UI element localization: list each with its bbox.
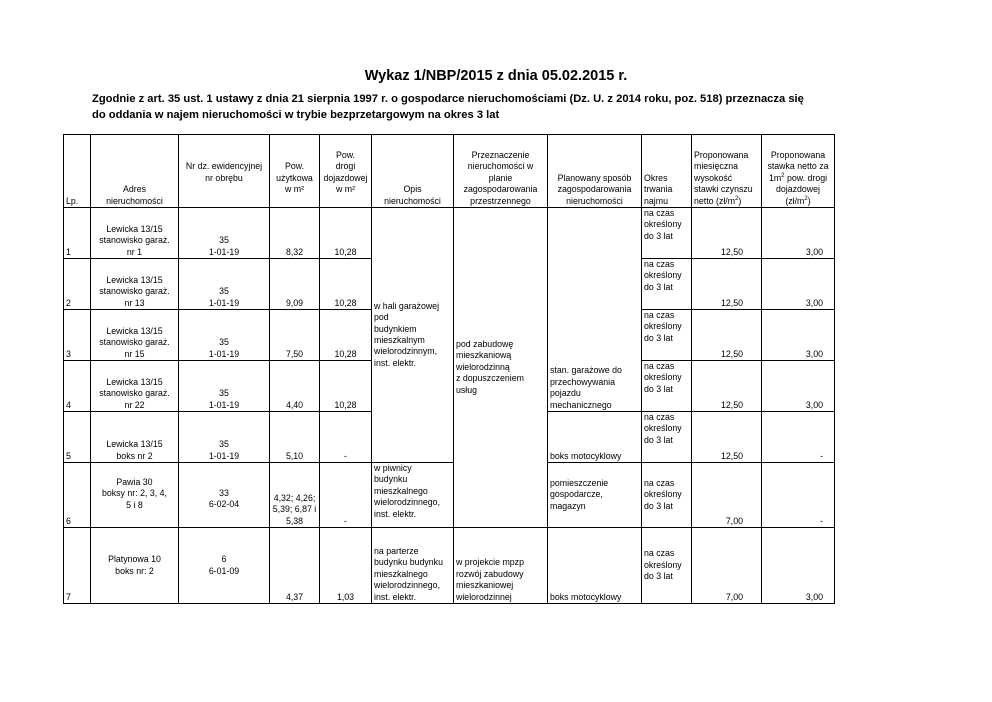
cell-address: Lewicka 13/15 stanowisko garaż. nr 1	[91, 208, 179, 259]
cell-usable-area: 4,37	[270, 528, 320, 604]
header-road-rate-text-c: )	[807, 195, 811, 206]
cell-lease-period: na czas określony do 3 lat	[642, 310, 692, 361]
cell-road-area: 10,28	[320, 310, 372, 361]
header-road-rate-sup-a: 2	[781, 172, 785, 179]
cell-parcel: 6 6-01-09	[179, 528, 270, 604]
header-planned-use: Planowany sposób zagospodarowania nieruchomości	[548, 135, 642, 208]
cell-road-area: 1,03	[320, 528, 372, 604]
cell-planned-use: boks motocyklowy	[548, 528, 642, 604]
header-address: Adres nieruchomości	[91, 135, 179, 208]
cell-lease-period: na czas określony do 3 lat	[642, 412, 692, 463]
document-title: Wykaz 1/NBP/2015 z dnia 05.02.2015 r.	[364, 68, 628, 84]
cell-address: Lewicka 13/15 boks nr 2	[91, 412, 179, 463]
cell-road-area: -	[320, 412, 372, 463]
cell-monthly-rate: 12,50	[692, 361, 762, 412]
cell-monthly-rate: 12,50	[692, 412, 762, 463]
header-parcel: Nr dz. ewidencyjnej nr obrębu	[179, 135, 270, 208]
header-lp: Lp.	[64, 135, 91, 208]
header-road-rate	[762, 135, 835, 208]
header-usable-area: Pow. użytkowa w m²	[270, 135, 320, 208]
cell-road-area: 10,28	[320, 259, 372, 310]
cell-monthly-rate: 7,00	[692, 528, 762, 604]
cell-lp: 6	[64, 463, 91, 528]
cell-planned-use: pomieszczenie gospodarcze, magazyn	[548, 463, 642, 528]
header-lease-period: Okres trwania najmu	[642, 135, 692, 208]
cell-parcel: 35 1-01-19	[179, 310, 270, 361]
cell-address: Lewicka 13/15 stanowisko garaż. nr 22	[91, 361, 179, 412]
cell-zoning: w projekcie mpzp rozwój zabudowy mieszkaniowej wielorodzinnej	[454, 528, 548, 604]
cell-monthly-rate: 12,50	[692, 310, 762, 361]
cell-lp: 3	[64, 310, 91, 361]
table-row	[64, 463, 835, 528]
header-monthly-rate-end: )	[738, 195, 742, 206]
cell-address: Platynowa 10 boks nr: 2	[91, 528, 179, 604]
cell-parcel: 35 1-01-19	[179, 259, 270, 310]
cell-description: na parterze budynku budynku mieszkalnego wielorodzinnego, inst. elektr.	[372, 528, 454, 604]
cell-usable-area: 7,50	[270, 310, 320, 361]
header-row	[64, 135, 835, 208]
cell-road-rate: 3,00	[762, 528, 835, 604]
header-monthly-rate-sup: 2	[735, 195, 739, 202]
cell-usable-area: 8,32	[270, 208, 320, 259]
header-monthly-rate	[692, 135, 762, 208]
cell-lease-period: na czas określony do 3 lat	[642, 528, 692, 604]
header-monthly-rate-text: Proponowana miesięczna wysokość stawki czynszu netto (zł/m	[694, 149, 753, 206]
cell-road-rate: 3,00	[762, 259, 835, 310]
cell-road-rate: -	[762, 463, 835, 528]
cell-lp: 5	[64, 412, 91, 463]
cell-lp: 4	[64, 361, 91, 412]
cell-address: Pawia 30 boksy nr: 2, 3, 4, 5 i 8	[91, 463, 179, 528]
cell-road-rate: -	[762, 412, 835, 463]
header-road-area: Pow. drogi dojazdowej w m²	[320, 135, 372, 208]
header-road-rate-text-b: pow. drogi dojazdowej (zł/m	[775, 172, 828, 206]
cell-usable-area: 9,09	[270, 259, 320, 310]
cell-lp: 2	[64, 259, 91, 310]
cell-usable-area: 4,32; 4,26; 5,39; 6,87 i 5,38	[270, 463, 320, 528]
cell-address: Lewicka 13/15 stanowisko garaż. nr 13	[91, 259, 179, 310]
cell-lease-period: na czas określony do 3 lat	[642, 208, 692, 259]
cell-description: w piwnicy budynku mieszkalnego wielorodzinnego, inst. elektr.	[372, 463, 454, 528]
cell-road-area: 10,28	[320, 208, 372, 259]
cell-lease-period: na czas określony do 3 lat	[642, 361, 692, 412]
cell-road-rate: 3,00	[762, 208, 835, 259]
intro-line-1: Zgodnie z art. 35 ust. 1 ustawy z dnia 21 sierpnia 1997 r. o gospodarce nieruchomościami (Dz. U. z 2014 roku, poz. 518) przeznacza się	[92, 93, 804, 105]
table-row	[64, 208, 835, 259]
cell-parcel: 33 6-02-04	[179, 463, 270, 528]
header-zoning: Przeznaczenie nieruchomości w planie zagospodarowania przestrzennego	[454, 135, 548, 208]
cell-monthly-rate: 12,50	[692, 259, 762, 310]
cell-address: Lewicka 13/15 stanowisko garaż. nr 15	[91, 310, 179, 361]
cell-lease-period: na czas określony do 3 lat	[642, 463, 692, 528]
intro-text	[92, 91, 882, 123]
cell-parcel: 35 1-01-19	[179, 361, 270, 412]
header-road-rate-sup-b: 2	[804, 195, 808, 202]
cell-road-rate: 3,00	[762, 310, 835, 361]
property-table	[63, 134, 835, 604]
cell-description-merged: w hali garażowej pod budynkiem mieszkalnym wielorodzinnym, inst. elektr.	[372, 208, 454, 463]
cell-lp: 7	[64, 528, 91, 604]
cell-road-rate: 3,00	[762, 361, 835, 412]
cell-road-area: 10,28	[320, 361, 372, 412]
cell-monthly-rate: 12,50	[692, 208, 762, 259]
cell-planned-use-merged: stan. garażowe do przechowywania pojazdu mechanicznego	[548, 208, 642, 412]
cell-zoning-merged: pod zabudowę mieszkaniową wielorodzinną z dopuszczeniem usług	[454, 208, 548, 528]
cell-parcel: 35 1-01-19	[179, 208, 270, 259]
header-road-rate-text-a: Proponowana stawka netto za 1m	[767, 149, 829, 183]
cell-usable-area: 5,10	[270, 412, 320, 463]
cell-usable-area: 4,40	[270, 361, 320, 412]
cell-monthly-rate: 7,00	[692, 463, 762, 528]
cell-road-area: -	[320, 463, 372, 528]
cell-parcel: 35 1-01-19	[179, 412, 270, 463]
cell-planned-use: boks motocyklowy	[548, 412, 642, 463]
cell-lp: 1	[64, 208, 91, 259]
header-description: Opis nieruchomości	[372, 135, 454, 208]
table-row	[64, 528, 835, 604]
intro-line-2: do oddania w najem nieruchomości w trybie bezprzetargowym na okres 3 lat	[92, 109, 500, 121]
cell-lease-period: na czas określony do 3 lat	[642, 259, 692, 310]
